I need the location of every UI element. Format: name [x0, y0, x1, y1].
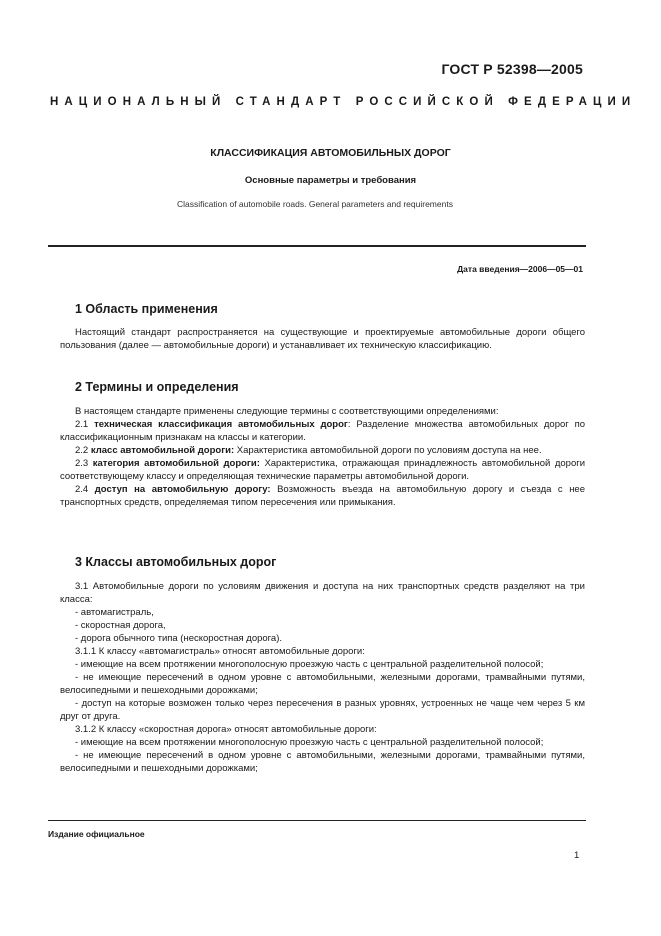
- document-number: ГОСТ Р 52398—2005: [441, 61, 583, 77]
- term-definition: Характеристика автомобильной дороги по условиям доступа на нее.: [234, 445, 542, 456]
- section-3-body: [60, 580, 585, 775]
- term-number: 2.2: [75, 445, 89, 456]
- term-name: категория автомобильной дороги:: [92, 458, 260, 469]
- term-2-4: [60, 483, 585, 509]
- clause-3-1: 3.1 Автомобильные дороги по условиям движения и доступа на них транспортных средств разделяют на три класса:: [60, 581, 585, 605]
- list-item: - доступ на которые возможен только через пересечения в разных уровнях, устроенных не чаще чем через 5 км друг от друга.: [60, 698, 585, 722]
- clause-3-1-2: 3.1.2 К классу «скоростная дорога» относят автомобильные дороги:: [75, 724, 377, 735]
- term-name: класс автомобильной дороги:: [90, 445, 235, 456]
- term-2-3: [60, 457, 585, 483]
- list-item: - скоростная дорога,: [75, 620, 166, 631]
- section-2-body: [60, 405, 585, 509]
- list-item: - дорога обычного типа (нескоростная дорога).: [75, 633, 283, 644]
- list-item: - автомагистраль,: [75, 607, 154, 618]
- edition-label: Издание официальное: [48, 829, 145, 839]
- clause-3-1-1: 3.1.1 К классу «автомагистраль» относят автомобильные дороги:: [75, 646, 365, 657]
- effective-date: Дата введения—2006—05—01: [457, 264, 583, 274]
- section-1-paragraph: Настоящий стандарт распространяется на существующие и проектируемые автомобильные дороги общего пользования (далее — автомобильные дороги) и устанавливает их техническую классификацию.: [60, 327, 585, 351]
- document-title: КЛАССИФИКАЦИЯ АВТОМОБИЛЬНЫХ ДОРОГ: [210, 147, 451, 159]
- section-2-heading: 2 Термины и определения: [75, 380, 239, 394]
- header-divider: [48, 245, 586, 247]
- term-number: 2.3: [75, 458, 89, 469]
- term-definition: : Разделение множества автомобильных дорог по классификационным признакам на классы и категории.: [60, 419, 586, 443]
- term-2-1: [60, 418, 585, 444]
- national-standard-banner: НАЦИОНАЛЬНЫЙ СТАНДАРТ РОССИЙСКОЙ ФЕДЕРАЦИИ: [50, 96, 637, 108]
- term-2-2: [60, 444, 585, 457]
- term-number: 2.1: [75, 419, 89, 430]
- list-item: - имеющие на всем протяжении многополосную проезжую часть с центральной разделительной полосой;: [75, 659, 544, 670]
- list-item: - имеющие на всем протяжении многополосную проезжую часть с центральной разделительной полосой;: [75, 737, 544, 748]
- section-2-intro: В настоящем стандарте применены следующие термины с соответствующими определениями:: [75, 406, 499, 417]
- term-name: доступ на автомобильную дорогу:: [94, 484, 271, 495]
- term-number: 2.4: [75, 484, 89, 495]
- english-title: Classification of automobile roads. General parameters and requirements: [177, 199, 453, 209]
- section-1-heading: 1 Область применения: [75, 302, 218, 316]
- term-definition: Возможность въезда на автомобильную дорогу и съезда с нее транспортных средств, определяемая типом пересечения или примыкания.: [60, 484, 586, 508]
- section-3-heading: 3 Классы автомобильных дорог: [75, 555, 277, 569]
- term-definition: Характеристика, отражающая принадлежность автомобильной дороги соответствующему классу и определяющая технические параметры автомобильной дороги.: [60, 458, 585, 482]
- section-1-body: [60, 326, 585, 352]
- footer-divider: [48, 820, 586, 821]
- list-item: - не имеющие пересечений в одном уровне с автомобильными, железными дорогами, трамвайными путями, велосипедными и пешеходными дорожками;: [60, 672, 585, 696]
- page-number: 1: [574, 850, 580, 861]
- document-subtitle: Основные параметры и требования: [244, 175, 417, 186]
- term-name: техническая классификация автомобильных дорог: [94, 419, 348, 430]
- list-item: - не имеющие пересечений в одном уровне с автомобильными, железными дорогами, трамвайными путями, велосипедными и пешеходными дорожками;: [60, 750, 585, 774]
